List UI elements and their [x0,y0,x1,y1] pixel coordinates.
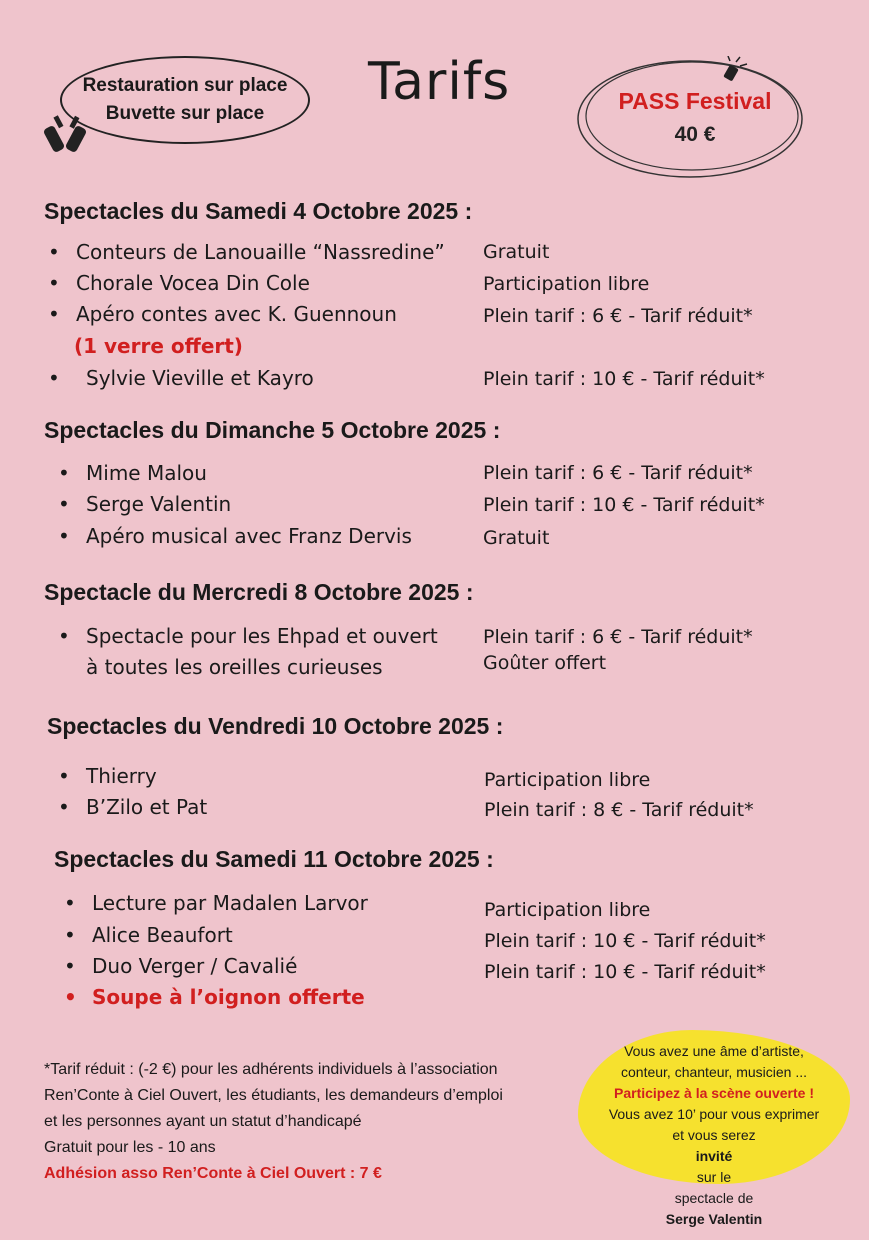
price-label: Plein tarif : 8 € - Tarif réduit* [484,799,754,821]
price-label: Gratuit [483,241,550,263]
price-label: Participation libre [484,899,651,921]
footnote-line: et les personnes ayant un statut d’handicapé [44,1113,362,1130]
price-label: Participation libre [484,769,651,791]
bar-on-site-label: Buvette sur place [105,103,265,124]
price-label: Plein tarif : 6 € - Tarif réduit* [483,305,753,327]
price-label: Plein tarif : 6 € - Tarif réduit* [483,462,753,484]
page-title: Tarifs [368,52,511,112]
snack-note: Goûter offert [483,652,607,674]
section-heading-samedi-4: Spectacles du Samedi 4 Octobre 2025 : [44,198,473,224]
price-label: Plein tarif : 10 € - Tarif réduit* [483,368,765,390]
open-stage-callout: Vous avez une âme d’artiste, conteur, chanteur, musicien ... Participez à la scène ouverte ! Vous avez 10’ pour vous exprimer et vous serez invité sur le spectacle de Serge Valentin [578,1030,850,1184]
price-label: Plein tarif : 10 € - Tarif réduit* [484,961,766,983]
section-heading-vendredi-10: Spectacles du Vendredi 10 Octobre 2025 : [47,713,504,739]
membership-price: Adhésion asso Ren’Conte à Ciel Ouvert : 7 € [44,1165,382,1182]
section-heading-samedi-11: Spectacles du Samedi 11 Octobre 2025 : [54,846,494,872]
price-label: Plein tarif : 10 € - Tarif réduit* [483,494,765,516]
price-label: Participation libre [483,273,650,295]
price-label: Plein tarif : 10 € - Tarif réduit* [484,930,766,952]
pass-festival-title: PASS Festival [618,88,772,114]
footnote-line: Gratuit pour les - 10 ans [44,1139,216,1156]
pass-festival-price: 40 € [674,123,716,146]
champagne-pop-icon [716,56,750,86]
section-heading-mercredi-8: Spectacle du Mercredi 8 Octobre 2025 : [44,579,474,605]
bottles-icon [42,112,98,158]
pass-festival [600,84,790,152]
reduced-price-footnote [44,1057,589,1187]
food-on-site-label: Restauration sur place [82,75,288,96]
footnote-line: Ren’Conte à Ciel Ouvert, les étudiants, les demandeurs d’emploi [44,1087,503,1104]
price-label: Gratuit [483,527,550,549]
flyer-page: Restauration sur place Buvette sur place Tarifs PASS Festival 40 € Spectacles du Samedi 4 Octobre 2025 : • Conteurs de Lanouaille “Nassredine” Gratuit • Chorale Vocea Din Cole Participation libre • Apéro contes avec K. Guennoun Plein tarif : 6 € - Tarif réduit* (1 verre offert) • Sylvie Vieville et Kayro Plein tarif : 10 € - Tarif réduit* Spectacles du Dimanche 5 Octobre 2025 : • Mime Malou Plein tarif : 6 € - Tarif réduit* • Serge Valentin Plein tarif : 10 € - Tarif réduit* • Apéro musical avec Franz Dervis Gratuit Spectacle du Mercredi 8 Octobre 2025 : • Spectacle pour les Ehpad et ouvert à toutes les oreilles curieuses Plein tarif : 6 € - Tarif réduit* Goûter offert Spectacles du Vendredi 10 Octobre 2025 : • Thierry Participation libre • B’Zilo et Pat Plein tarif : 8 € - Tarif réduit* Spectacles du Samedi 11 Octobre 2025 : • Lecture par Madalen Larvor Participation libre • Alice Beaufort Plein tarif : 10 € - Tarif réduit* • Duo Verger / Cavalié Plein tarif : 10 € - Tarif réduit* • Soupe à l’oignon offerte *Tarif réduit : (-2 €) pour les adhérents individuels à l’association Ren’Conte à Ciel Ouvert, les étudiants, les demandeurs d’emploi et les personnes ayant un statut d’handicapé Gratuit pour les - 10 ans Adhésion asso Ren’Conte à Ciel Ouvert : 7 € Vous avez une âme d’artiste, conteur, chanteur, musicien ... Participez à la scène ouverte ! Vous avez 10’ pour vous exprimer et vous serez invité sur le spectacle de Serge Valentin [0,0,869,1240]
footnote-line: *Tarif réduit : (-2 €) pour les adhérents individuels à l’association [44,1061,498,1078]
price-label: Plein tarif : 6 € - Tarif réduit* [483,626,753,648]
section-heading-dimanche-5: Spectacles du Dimanche 5 Octobre 2025 : [44,417,501,443]
free-drink-note: (1 verre offert) [74,334,243,358]
